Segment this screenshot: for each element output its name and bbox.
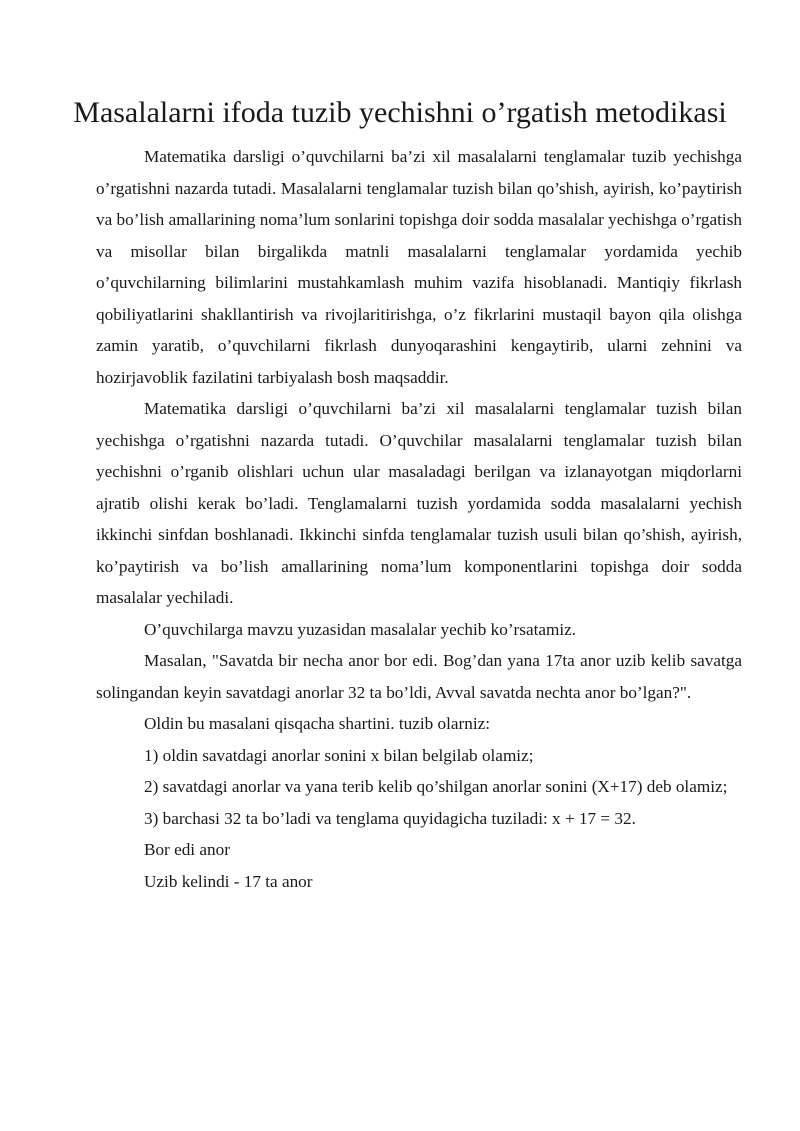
paragraph-intro: Matematika darsligi o’quvchilarni ba’zi xil masalalarni tenglamalar tuzib yechishga o’rgatishni nazarda tutadi. Masalalarni tenglamalar tuzish bilan qo’shish, ayirish, ko’paytirish va bo’lish amallarining noma’lum sonlarini topishga doir sodda masalalar yechishga o’rgatish va misollar bilan birgalikda matnli masalalarni tenglamalar yordamida yechib o’quvchilarning bilimlarini mustahkamlash muhim vazifa hisoblanadi. Mantiqiy fikrlash qobiliyatlarini shakllantirish va rivojlaritirishga, o’z fikrlarini mustaqil bayon qila olishga zamin yaratib, o’quvchilarni fikrlash dunyoqarashini kengaytirib, ularni zehnini va hozirjavoblik fazilatini tarbiyalash bosh maqsaddir. bbox=[96, 147, 742, 387]
paragraph-condition: Oldin bu masalani qisqacha shartini. tuzib olarniz: bbox=[144, 714, 491, 733]
paragraph-problem: Masalan, "Savatda bir necha anor bor edi. Bog’dan yana 17ta anor uzib kelib savatga solingandan keyin savatdagi anorlar 32 ta bo’ldi, Avval savatda nechta anor bo’lgan?". bbox=[96, 651, 742, 702]
page-title: Masalalarni ifoda tuzib yechishni o’rgatish metodikasi bbox=[73, 96, 727, 129]
paragraph-step-1: 1) oldin savatdagi anorlar sonini x bilan belgilab olamiz; bbox=[144, 745, 534, 765]
paragraph-step-3: 3) barchasi 32 ta bo’ladi va tenglama quyidagicha tuziladi: x + 17 = 32. bbox=[144, 808, 636, 828]
paragraph-step-2: 2) savatdagi anorlar va yana terib kelib qo’shilgan anorlar sonini (X+17) deb olamiz; bbox=[144, 777, 728, 796]
paragraph-lead-in: O’quvchilarga mavzu yuzasidan masalalar yechib ko’rsatamiz. bbox=[144, 619, 577, 639]
paragraph-method: Matematika darsligi o’quvchilarni ba’zi xil masalalarni tenglamalar tuzish bilan yechishga o’rgatishni nazarda tutadi. O’quvchilar masalalarni tenglamalar tuzish bilan yechishni o’rganib olishlari uchun ular masaladagi berilgan va izlanayotgan miqdorlarni ajratib olishi kerak bo’ladi. Tenglamalarni tuzish yordamida sodda masalalarni yechish ikkinchi sinfdan boshlanadi. Ikkinchi sinfda tenglamalar tuzish usuli bilan qo’shish, ayirish, ko’paytirish va bo’lish amallarining noma’lum komponentlarini topishga doir sodda masalalar yechiladi. bbox=[96, 399, 742, 607]
document-body bbox=[96, 141, 742, 897]
paragraph-line-1: Bor edi anor bbox=[144, 840, 230, 859]
paragraph-line-2: Uzib kelindi - 17 ta anor bbox=[144, 871, 313, 891]
